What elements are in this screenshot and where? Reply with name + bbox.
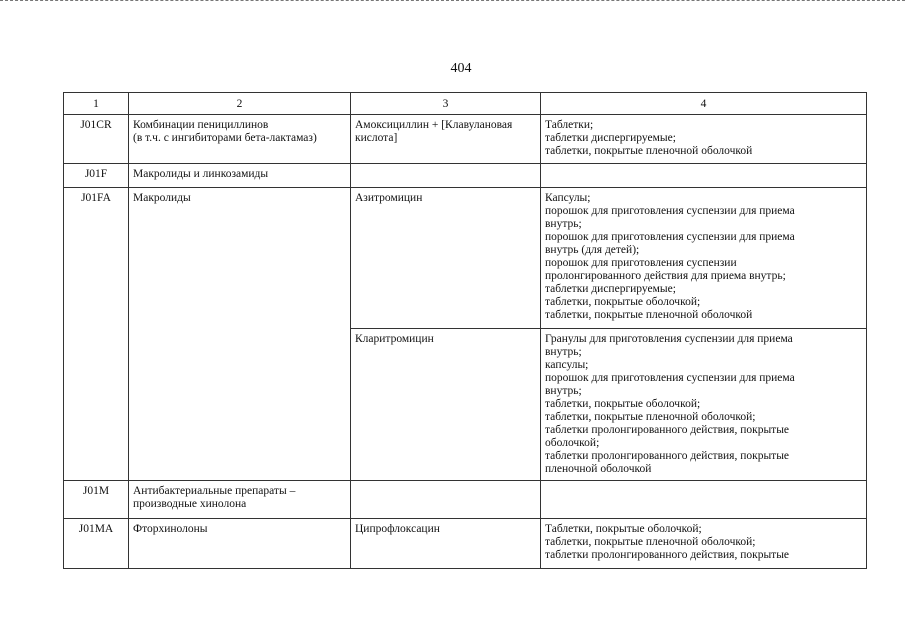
drug-name-empty xyxy=(351,481,541,519)
drug-name: Кларитромицин xyxy=(351,329,541,481)
table-header-row xyxy=(64,93,867,115)
group-name: Фторхинолоны xyxy=(129,519,351,569)
page-top-edge xyxy=(0,0,905,3)
page-number: 404 xyxy=(450,61,472,76)
drug-name: Амоксициллин + [Клавулановая кислота] xyxy=(351,115,541,164)
dosage-forms: Таблетки; таблетки диспергируемые; таблетки, покрытые пленочной оболочкой xyxy=(541,115,867,164)
atc-code: J01MA xyxy=(64,519,129,569)
drug-name: Азитромицин xyxy=(351,188,541,329)
drug-classification-table xyxy=(63,92,867,569)
table-row-j01cr xyxy=(64,115,867,164)
dosage-forms: Капсулы; порошок для приготовления суспензии для приема внутрь; порошок для приготовления суспензии для приема внутрь (для детей); порошок для приготовления суспензии пролонгированного действия для приема внутрь; таблетки диспергируемые; таблетки, покрытые оболочкой; таблетки, покрытые пленочной оболочкой xyxy=(541,188,867,329)
atc-code: J01M xyxy=(64,481,129,519)
header-col-3: 3 xyxy=(351,93,541,115)
group-name: Антибактериальные препараты – производные хинолона xyxy=(129,481,351,519)
header-col-4: 4 xyxy=(541,93,867,115)
dosage-forms-empty xyxy=(541,481,867,519)
group-name: Макролиды xyxy=(129,188,351,481)
drug-name: Ципрофлоксацин xyxy=(351,519,541,569)
dosage-forms-empty xyxy=(541,164,867,188)
atc-code: J01FA xyxy=(64,188,129,481)
group-name: Макролиды и линкозамиды xyxy=(129,164,351,188)
table-row-j01m xyxy=(64,481,867,519)
header-col-1: 1 xyxy=(64,93,129,115)
atc-code: J01CR xyxy=(64,115,129,164)
table-row-j01f xyxy=(64,164,867,188)
header-col-2: 2 xyxy=(129,93,351,115)
table-row-j01fa-azithromycin xyxy=(64,188,867,329)
dosage-forms: Таблетки, покрытые оболочкой; таблетки, покрытые пленочной оболочкой; таблетки пролонгированного действия, покрытые xyxy=(541,519,867,569)
atc-code: J01F xyxy=(64,164,129,188)
dosage-forms: Гранулы для приготовления суспензии для приема внутрь; капсулы; порошок для приготовления суспензии для приема внутрь; таблетки, покрытые оболочкой; таблетки, покрытые пленочной оболочкой; таблетки пролонгированного действия, покрытые оболочкой; таблетки пролонгированного действия, покрытые пленочной оболочкой xyxy=(541,329,867,481)
group-name: Комбинации пенициллинов (в т.ч. с ингибиторами бета-лактамаз) xyxy=(129,115,351,164)
drug-name-empty xyxy=(351,164,541,188)
table-row-j01ma xyxy=(64,519,867,569)
